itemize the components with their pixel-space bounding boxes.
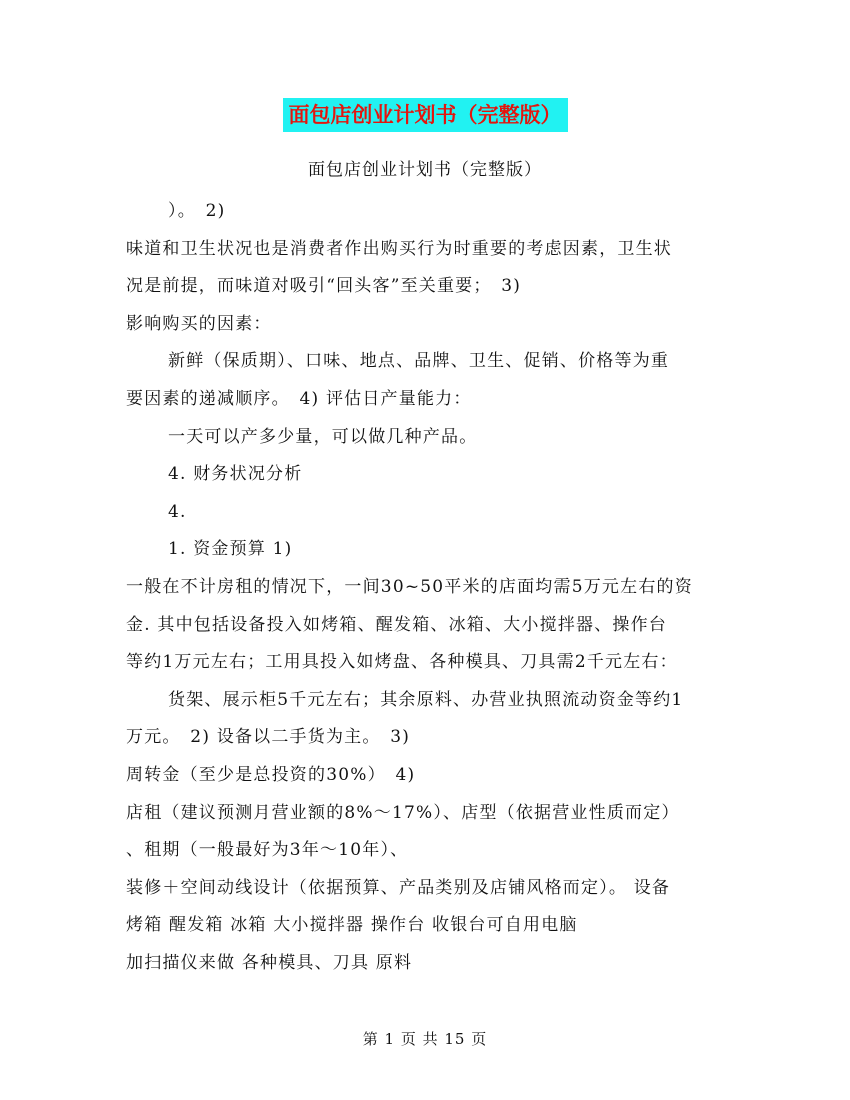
body-line: 、租期（一般最好为3年～10年）、 xyxy=(126,840,409,861)
body-line: 金. 其中包括设备投入如烤箱、醒发箱、冰箱、大小搅拌器、操作台 xyxy=(126,614,668,635)
body-line: 况是前提，而味道对吸引“回头客”至关重要； 3) xyxy=(126,276,522,297)
body-line: 货架、展示柜5千元左右；其余原料、办营业执照流动资金等约1 xyxy=(168,689,684,710)
document-title-text: 面包店创业计划书（完整版） xyxy=(283,98,568,132)
body-line: 味道和卫生状况也是消费者作出购买行为时重要的考虑因素，卫生状 xyxy=(126,238,672,259)
body-line: 一天可以产多少量，可以做几种产品。 xyxy=(168,426,478,447)
body-line: 影响购买的因素： xyxy=(126,313,272,334)
document-body xyxy=(126,193,726,982)
body-line: 周转金（至少是总投资的30%） 4) xyxy=(126,764,416,785)
section-heading: 4. xyxy=(168,501,187,522)
page-footer: 第 1 页 共 15 页 xyxy=(362,1030,488,1048)
document-title xyxy=(0,98,850,134)
body-line: 一般在不计房租的情况下，一间30~50平米的店面均需5万元左右的资 xyxy=(126,576,693,597)
body-line: 店租（建议预测月营业额的8%～17%）、店型（依据营业性质而定） xyxy=(126,802,680,823)
section-heading: 4. 财务状况分析 xyxy=(168,464,303,485)
body-line: 1. 资金预算 1) xyxy=(168,539,293,560)
body-line: 装修＋空间动线设计（依据预算、产品类别及店铺风格而定）。 设备 xyxy=(126,877,671,898)
body-line: 烤箱 醒发箱 冰箱 大小搅拌器 操作台 收银台可自用电脑 xyxy=(126,915,578,936)
body-line: 新鲜（保质期）、口味、地点、品牌、卫生、促销、价格等为重 xyxy=(168,351,670,372)
body-line: ）。 2) xyxy=(168,201,226,221)
body-line: 加扫描仪来做 各种模具、刀具 原料 xyxy=(126,952,413,973)
body-line: 等约1万元左右；工用具投入如烤盘、各种模具、刀具需2千元左右： xyxy=(126,652,678,673)
document-subtitle: 面包店创业计划书（完整版） xyxy=(308,160,542,180)
body-line: 万元。 2) 设备以二手货为主。 3) xyxy=(126,727,411,748)
body-line: 要因素的递减顺序。 4) 评估日产量能力： xyxy=(126,388,472,409)
